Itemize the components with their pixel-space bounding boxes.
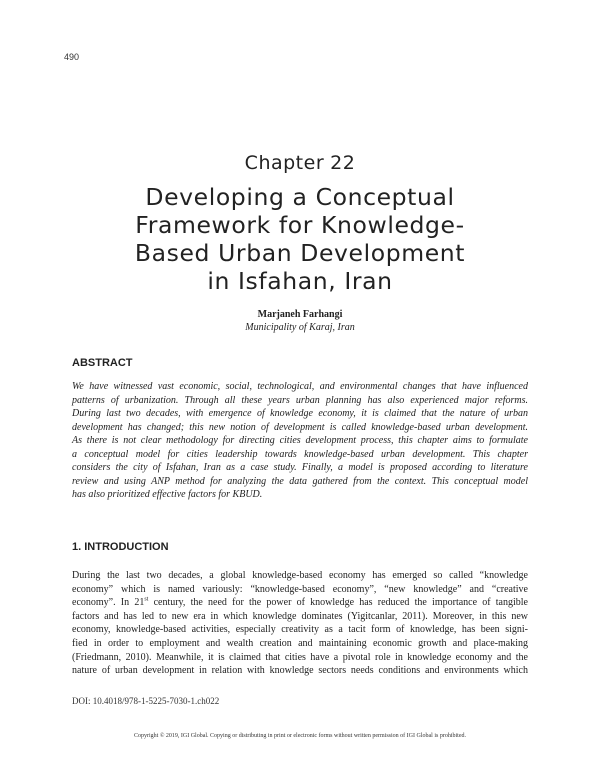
body-line: nature of urban development in relation with knowledge sectors needs conditions and environments which bbox=[72, 665, 528, 677]
chapter-number: 22 bbox=[330, 152, 356, 174]
abstract-heading: ABSTRACT bbox=[72, 357, 133, 369]
chapter-title-line: Based Urban Development bbox=[134, 239, 466, 267]
body-line: During the last two decades, a global knowledge-based economy has emerged so called “knowledge bbox=[72, 570, 528, 581]
author-affiliation: Municipality of Karaj, Iran bbox=[245, 322, 355, 333]
body-line: factors and has led to new era in which knowledge dominates (Yigitcanlar, 2011). Moreover, in this new bbox=[72, 610, 528, 622]
body-line: economy” which is named variously: “knowledge-based economy”, “new knowledge” and “creative bbox=[72, 583, 528, 595]
chapter-title bbox=[80, 183, 520, 295]
body-line-part: economy”. In 21 bbox=[72, 597, 145, 609]
chapter-label bbox=[0, 152, 600, 174]
introduction-text bbox=[72, 569, 528, 678]
introduction-heading: 1. INTRODUCTION bbox=[72, 541, 169, 553]
chapter-title-line: Developing a Conceptual bbox=[145, 183, 455, 211]
abstract-line: As there is not clear methodology for directing cities development process, this chapter aims to formulate bbox=[72, 435, 528, 446]
abstract-line: has also prioritized effective factors for KBUD. bbox=[72, 489, 263, 500]
body-line: economy, knowledge-based activities, especially creativity as a tacit form of knowledge, has been signi- bbox=[72, 624, 528, 636]
abstract-line: During last two decades, with emergence of knowledge economy, it is claimed that the nature of urban bbox=[72, 408, 528, 419]
doi: DOI: 10.4018/978-1-5225-7030-1.ch022 bbox=[72, 696, 220, 706]
chapter-title-line: in Isfahan, Iran bbox=[207, 267, 393, 295]
abstract-line: review and using ANP method for analyzing the data gathered from the context. This conceptual model bbox=[72, 475, 528, 487]
chapter-word: Chapter bbox=[244, 152, 325, 174]
author-name: Marjaneh Farhangi bbox=[257, 309, 343, 320]
abstract-line: We have witnessed vast economic, social, technological, and environmental changes that have influenced bbox=[72, 381, 528, 392]
page-number: 490 bbox=[64, 52, 80, 62]
chapter-title-line: Framework for Knowledge- bbox=[135, 211, 465, 239]
abstract-line: considers the city of Isfahan, Iran as a case study. Finally, a model is proposed according to literature bbox=[72, 462, 528, 473]
copyright-notice: Copyright © 2019, IGI Global. Copying or distributing in print or electronic forms without written permission of IGI Global is prohibited. bbox=[133, 733, 466, 739]
body-line: (Friedmann, 2010). Meanwhile, it is claimed that cities have a pivotal role in knowledge economy and the bbox=[72, 651, 528, 663]
body-line: fied in order to employment and wealth creation and maintaining economic growth and place-making bbox=[72, 637, 528, 649]
body-line-part: century, the need for the power of knowledge has reduced the importance of tangible bbox=[148, 597, 528, 609]
abstract-text bbox=[72, 380, 528, 502]
abstract-line: patterns of urbanization. Through all these years urban planning has also experienced major reforms. bbox=[72, 394, 528, 406]
abstract-line: a conceptual model for cities leadership towards knowledge-based urban development. This chapter bbox=[72, 448, 528, 460]
ordinal-superscript: st bbox=[144, 596, 149, 603]
abstract-line: development has changed; this new notion of development is called knowledge-based urban development. bbox=[72, 421, 528, 433]
body-line bbox=[72, 596, 528, 610]
